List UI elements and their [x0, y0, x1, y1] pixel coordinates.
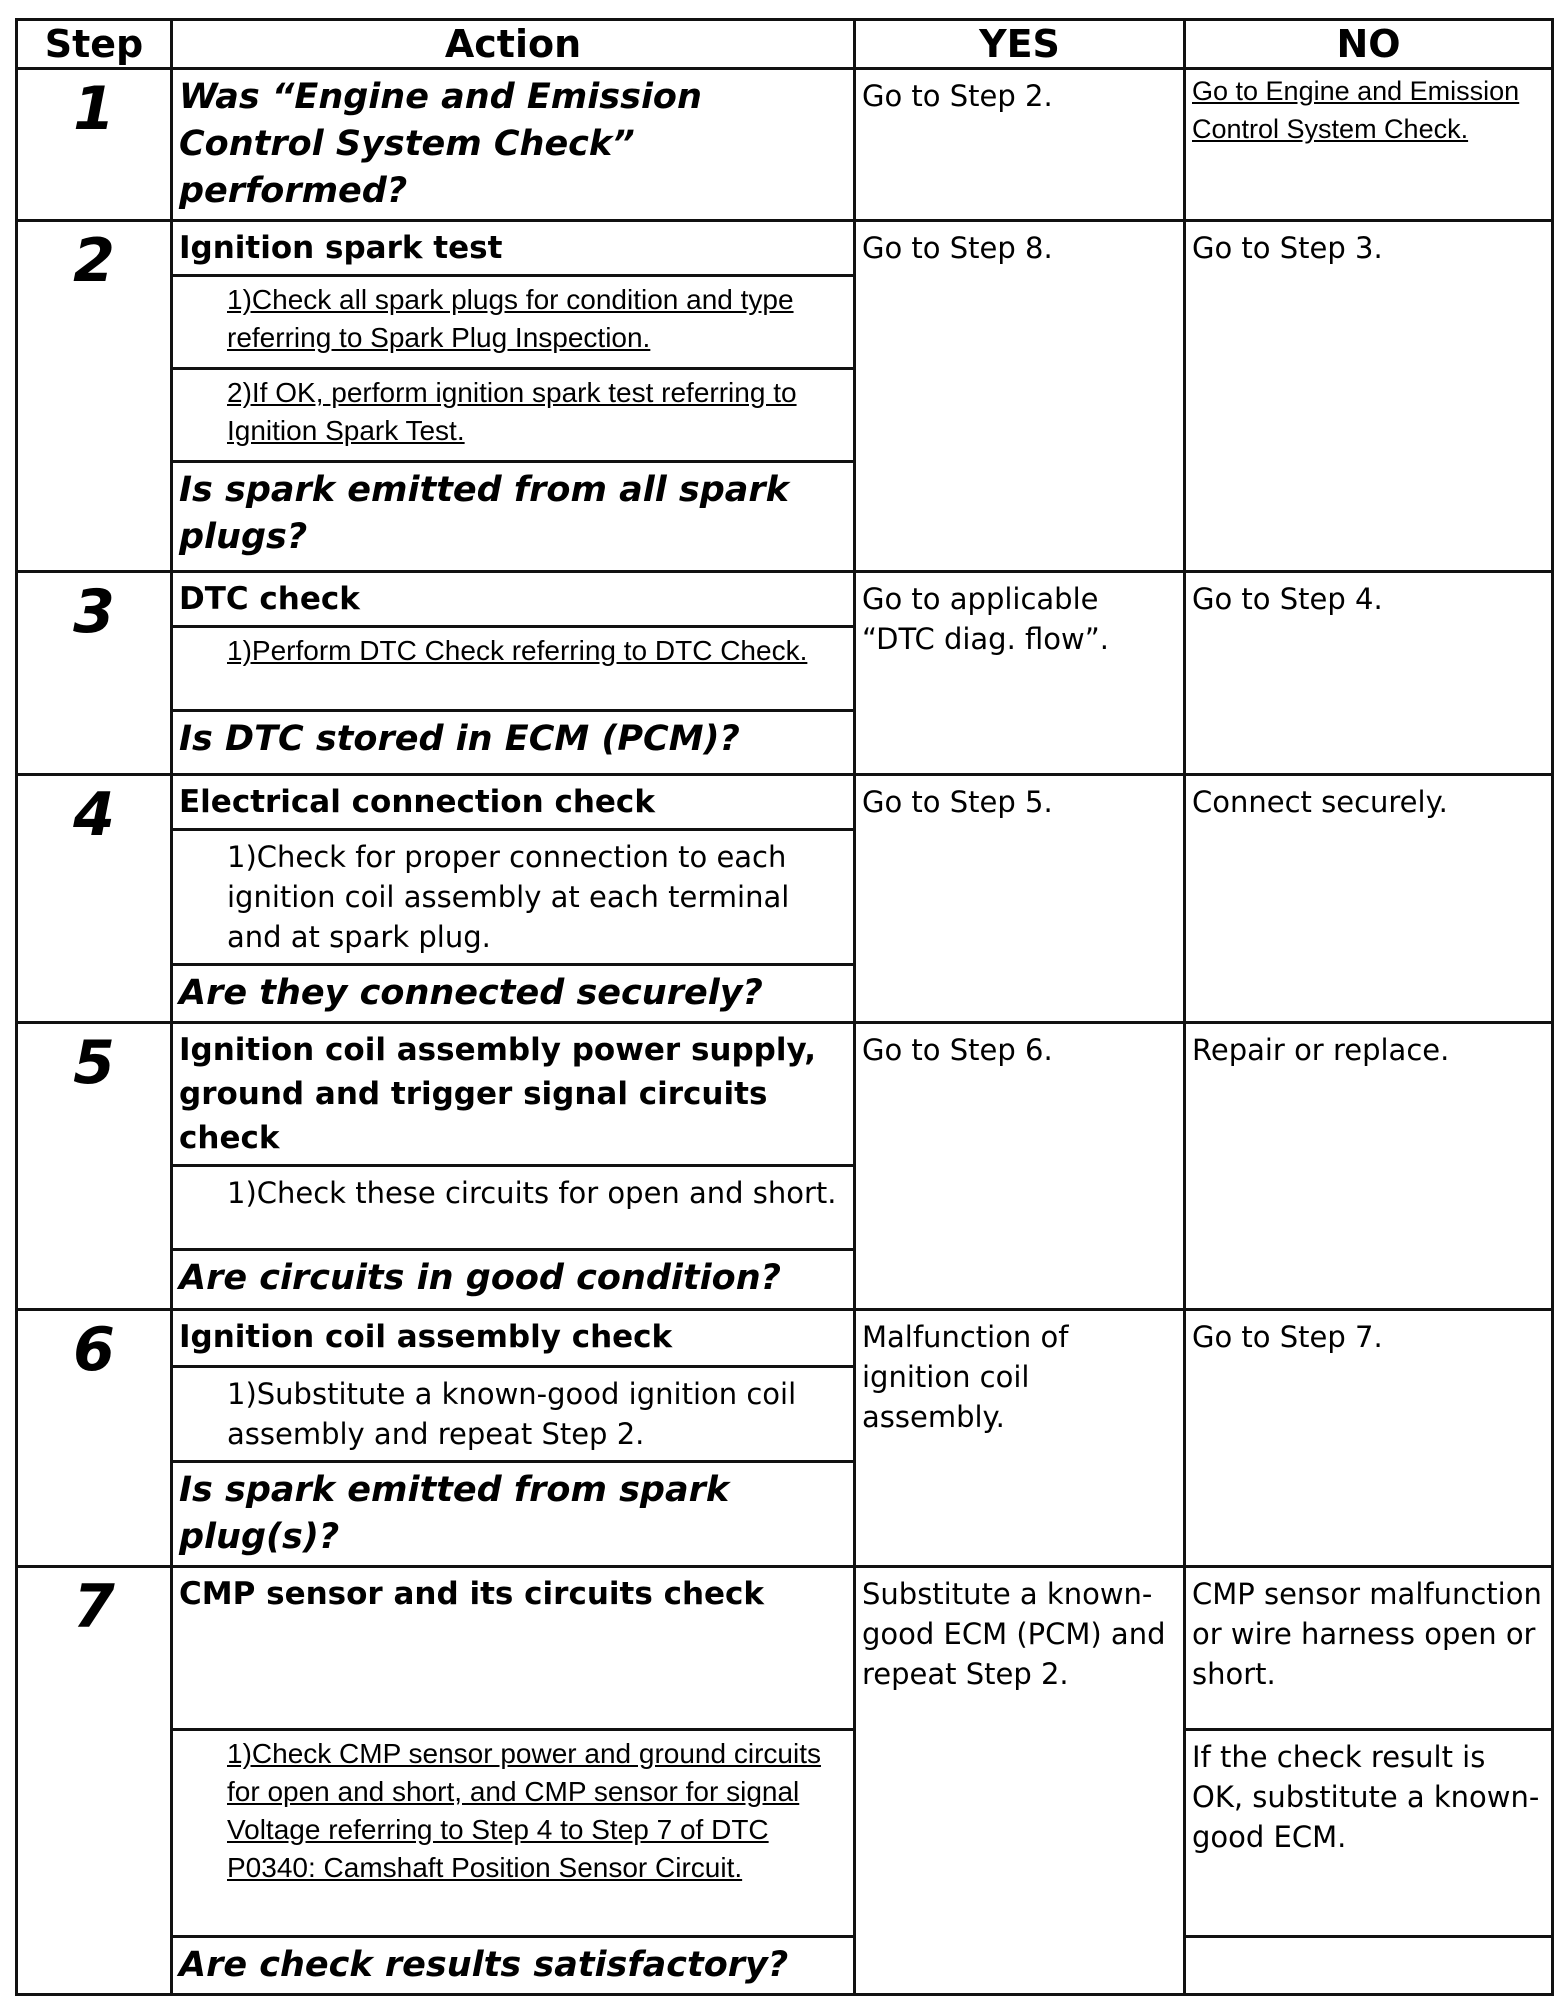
procedure-step: 1)Check for proper connection to each ignition coil assembly at each terminal and at spark plug.	[172, 830, 855, 965]
table-row-step-4	[17, 775, 1553, 830]
yes-result: Go to applicable “DTC diag. flow”.	[855, 572, 1185, 775]
step-title: Ignition spark test	[172, 221, 855, 276]
step-question: Is spark emitted from all spark plugs?	[172, 462, 855, 572]
no-result: Go to Step 4.	[1185, 572, 1553, 775]
step-question: Are circuits in good condition?	[172, 1250, 855, 1310]
header-row	[17, 20, 1553, 69]
table-row-step-1	[17, 69, 1553, 221]
table-row-step-7-sub1	[17, 1730, 1553, 1937]
step-question: Is DTC stored in ECM (PCM)?	[172, 711, 855, 775]
step-number: 2	[17, 221, 172, 572]
step-title: CMP sensor and its circuits check	[172, 1567, 855, 1730]
yes-result: Substitute a known-good ECM (PCM) and repeat Step 2.	[855, 1567, 1185, 1995]
no-result: Connect securely.	[1185, 775, 1553, 1023]
table-row-step-2	[17, 221, 1553, 276]
no-result: Go to Step 7.	[1185, 1310, 1553, 1567]
step-question: Is spark emitted from spark plug(s)?	[172, 1462, 855, 1567]
procedure-link[interactable]: 1)Perform DTC Check referring to DTC Check.	[172, 627, 855, 711]
no-result-note: If the check result is OK, substitute a known-good ECM.	[1185, 1730, 1553, 1937]
step-title: Electrical connection check	[172, 775, 855, 830]
link-text[interactable]: Go to Engine and Emission Control System Check.	[1192, 76, 1520, 144]
header-yes: YES	[855, 20, 1185, 69]
step-question: Are they connected securely?	[172, 965, 855, 1023]
table-row-step-7-q	[17, 1937, 1553, 1995]
procedure-step: 1)Check these circuits for open and short.	[172, 1166, 855, 1250]
procedure-link[interactable]: 1)Check all spark plugs for condition and type referring to Spark Plug Inspection.	[172, 276, 855, 369]
no-result: Go to Step 3.	[1185, 221, 1553, 572]
step-number: 6	[17, 1310, 172, 1567]
step-question: Was “Engine and Emission Control System Check” performed?	[172, 69, 855, 221]
header-action: Action	[172, 20, 855, 69]
step-number: 1	[17, 69, 172, 221]
step-title: DTC check	[172, 572, 855, 627]
yes-result: Go to Step 6.	[855, 1023, 1185, 1310]
header-no: NO	[1185, 20, 1553, 69]
yes-result: Malfunction of ignition coil assembly.	[855, 1310, 1185, 1567]
procedure-link[interactable]: 1)Check CMP sensor power and ground circuits for open and short, and CMP sensor for signal Voltage referring to Step 4 to Step 7 of DTC P0340: Camshaft Position Sensor Circuit.	[172, 1730, 855, 1937]
no-result: Repair or replace.	[1185, 1023, 1553, 1310]
step-question: Are check results satisfactory?	[172, 1937, 855, 1995]
step-number: 5	[17, 1023, 172, 1310]
procedure-step: 1)Substitute a known-good ignition coil assembly and repeat Step 2.	[172, 1367, 855, 1462]
step-title: Ignition coil assembly power supply, ground and trigger signal circuits check	[172, 1023, 855, 1166]
yes-result: Go to Step 5.	[855, 775, 1185, 1023]
yes-result: Go to Step 2.	[855, 69, 1185, 221]
table-row-step-5	[17, 1023, 1553, 1166]
procedure-link[interactable]: 2)If OK, perform ignition spark test referring to Ignition Spark Test.	[172, 369, 855, 462]
no-result: CMP sensor malfunction or wire harness open or short.	[1185, 1567, 1553, 1730]
table-row-step-7	[17, 1567, 1553, 1730]
diagnostic-flow-table	[15, 18, 1554, 1996]
table-row-step-3	[17, 572, 1553, 627]
yes-result: Go to Step 8.	[855, 221, 1185, 572]
no-result-link[interactable]	[1185, 69, 1553, 221]
empty-cell	[1185, 1937, 1553, 1995]
step-number: 3	[17, 572, 172, 775]
step-number: 7	[17, 1567, 172, 1995]
step-number: 4	[17, 775, 172, 1023]
table-row-step-6	[17, 1310, 1553, 1367]
document-page	[15, 18, 1551, 1996]
step-title: Ignition coil assembly check	[172, 1310, 855, 1367]
header-step: Step	[17, 20, 172, 69]
